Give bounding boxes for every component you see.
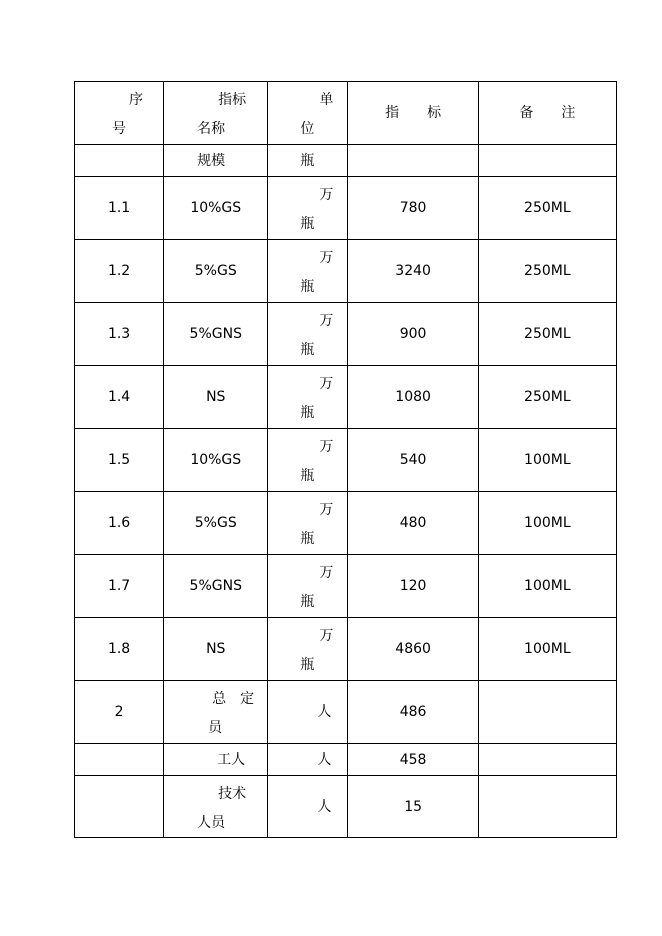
row-note: 100ML: [478, 429, 616, 492]
header-unit-top: 单: [319, 92, 334, 108]
header-unit-bottom: 位: [300, 121, 315, 137]
header-row: [75, 82, 617, 145]
row-seq: 1.2: [75, 240, 164, 303]
staff-total-row: [75, 681, 617, 744]
row-unit: 万 瓶: [268, 366, 348, 429]
row-unit: 万 瓶: [268, 429, 348, 492]
row-seq: 1.6: [75, 492, 164, 555]
row-unit: 万 瓶: [268, 555, 348, 618]
workers-name: 工人: [164, 744, 268, 776]
row-note: 100ML: [478, 492, 616, 555]
row-value: 3240: [348, 240, 478, 303]
row-value: 540: [348, 429, 478, 492]
row-unit: 万 瓶: [268, 177, 348, 240]
indicator-table: [74, 81, 617, 838]
row-note: 250ML: [478, 366, 616, 429]
table-row: [75, 366, 617, 429]
row-name: NS: [164, 618, 268, 681]
row-value: 780: [348, 177, 478, 240]
staff-total-value: 486: [348, 681, 478, 744]
row-note: 100ML: [478, 555, 616, 618]
scale-unit-text: 瓶: [300, 153, 315, 169]
scale-unit: [268, 145, 348, 177]
row-name: NS: [164, 366, 268, 429]
row-value: 1080: [348, 366, 478, 429]
tech-name: 技术 人员: [164, 776, 268, 838]
row-seq: 1.7: [75, 555, 164, 618]
tech-note: [478, 776, 616, 838]
table-row: [75, 492, 617, 555]
scale-row: [75, 145, 617, 177]
scale-name-text: 规模: [197, 153, 226, 169]
workers-value: 458: [348, 744, 478, 776]
tech-unit: 人: [268, 776, 348, 838]
workers-note: [478, 744, 616, 776]
header-note: 备 注: [478, 82, 616, 145]
header-unit: [268, 82, 348, 145]
table-row: [75, 555, 617, 618]
row-seq: 1.1: [75, 177, 164, 240]
row-unit: 万 瓶: [268, 618, 348, 681]
workers-seq: [75, 744, 164, 776]
header-seq-top: 序: [129, 92, 143, 108]
scale-name: [164, 145, 268, 177]
row-note: 250ML: [478, 240, 616, 303]
table-row: [75, 240, 617, 303]
row-unit: 万 瓶: [268, 240, 348, 303]
row-seq: 1.3: [75, 303, 164, 366]
row-name: 5%GNS: [164, 303, 268, 366]
workers-row: [75, 744, 617, 776]
table-row: [75, 429, 617, 492]
row-seq: 1.5: [75, 429, 164, 492]
row-name: 10%GS: [164, 429, 268, 492]
header-seq-bottom: 号: [112, 121, 126, 137]
row-value: 120: [348, 555, 478, 618]
table-row: [75, 303, 617, 366]
row-value: 4860: [348, 618, 478, 681]
scale-seq: [75, 145, 164, 177]
row-note: 250ML: [478, 177, 616, 240]
workers-unit: 人: [268, 744, 348, 776]
row-name: 5%GNS: [164, 555, 268, 618]
row-name: 5%GS: [164, 240, 268, 303]
row-seq: 1.8: [75, 618, 164, 681]
table-row: [75, 618, 617, 681]
staff-total-unit: 人: [268, 681, 348, 744]
tech-row: [75, 776, 617, 838]
row-seq: 1.4: [75, 366, 164, 429]
header-indicator-name: [164, 82, 268, 145]
row-note: 100ML: [478, 618, 616, 681]
staff-total-seq: 2: [75, 681, 164, 744]
header-name-top: 指标: [218, 92, 247, 108]
row-value: 900: [348, 303, 478, 366]
row-value: 480: [348, 492, 478, 555]
table-row: [75, 177, 617, 240]
row-name: 10%GS: [164, 177, 268, 240]
row-unit: 万 瓶: [268, 303, 348, 366]
scale-note: [478, 145, 616, 177]
scale-value: [348, 145, 478, 177]
header-name-bottom: 名称: [197, 121, 226, 137]
row-name: 5%GS: [164, 492, 268, 555]
tech-seq: [75, 776, 164, 838]
row-note: 250ML: [478, 303, 616, 366]
tech-value: 15: [348, 776, 478, 838]
staff-total-name: 总 定 员: [164, 681, 268, 744]
staff-total-note: [478, 681, 616, 744]
header-value: 指 标: [348, 82, 478, 145]
header-seq: [75, 82, 164, 145]
row-unit: 万 瓶: [268, 492, 348, 555]
